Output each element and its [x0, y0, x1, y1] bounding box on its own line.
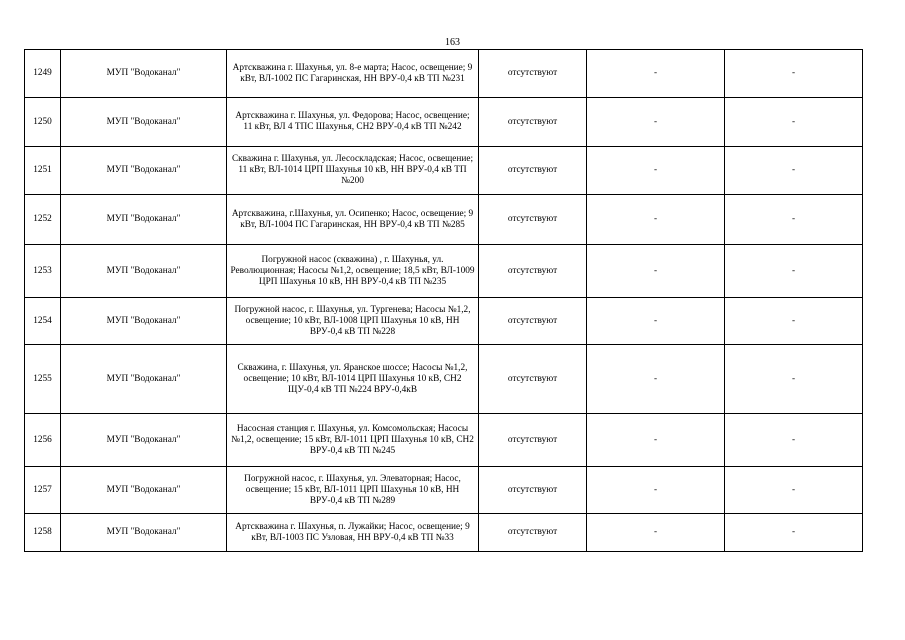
- table-row: [25, 50, 863, 98]
- table-row: [25, 345, 863, 414]
- cell-object: Погружной насос, г. Шахунья, ул. Элеваторная; Насос, освещение; 15 кВт, ВЛ-1011 ЦРП Шахунья 10 кВ, НН ВРУ-0,4 кВ ТП №289: [227, 467, 479, 514]
- cell-column-5: -: [587, 414, 725, 467]
- cell-column-6: -: [725, 147, 863, 195]
- cell-column-6: -: [725, 514, 863, 552]
- cell-status: отсутствуют: [479, 467, 587, 514]
- cell-column-6: -: [725, 245, 863, 298]
- cell-status: отсутствуют: [479, 147, 587, 195]
- cell-object: Артскважина г. Шахунья, ул. Федорова; Насос, освещение; 11 кВт, ВЛ 4 ТПС Шахунья, СН2 ВРУ-0,4 кВ ТП №242: [227, 98, 479, 147]
- cell-column-5: -: [587, 245, 725, 298]
- cell-column-6: -: [725, 467, 863, 514]
- cell-column-5: -: [587, 147, 725, 195]
- cell-number: 1252: [25, 195, 61, 245]
- cell-status: отсутствуют: [479, 245, 587, 298]
- cell-organization: МУП "Водоканал": [61, 245, 227, 298]
- cell-number: 1255: [25, 345, 61, 414]
- cell-number: 1258: [25, 514, 61, 552]
- cell-column-6: -: [725, 414, 863, 467]
- registry-table: [24, 49, 863, 552]
- cell-status: отсутствуют: [479, 195, 587, 245]
- cell-number: 1251: [25, 147, 61, 195]
- cell-status: отсутствуют: [479, 50, 587, 98]
- cell-number: 1249: [25, 50, 61, 98]
- table-row: [25, 245, 863, 298]
- cell-object: Скважина г. Шахунья, ул. Лесоскладская; Насос, освещение; 11 кВт, ВЛ-1014 ЦРП Шахунья 10 кВ, НН ВРУ-0,4 кВ ТП №200: [227, 147, 479, 195]
- cell-object: Скважина, г. Шахунья, ул. Яранское шоссе; Насосы №1,2, освещение; 10 кВт, ВЛ-1014 ЦРП Шахунья 10 кВ, СН2 ЩУ-0,4 кВ ТП №224 ВРУ-0,4кВ: [227, 345, 479, 414]
- cell-number: 1256: [25, 414, 61, 467]
- cell-organization: МУП "Водоканал": [61, 195, 227, 245]
- cell-organization: МУП "Водоканал": [61, 147, 227, 195]
- cell-status: отсутствуют: [479, 345, 587, 414]
- cell-organization: МУП "Водоканал": [61, 98, 227, 147]
- cell-organization: МУП "Водоканал": [61, 50, 227, 98]
- cell-organization: МУП "Водоканал": [61, 414, 227, 467]
- cell-column-6: -: [725, 98, 863, 147]
- table-row: [25, 414, 863, 467]
- cell-object: Погружной насос (скважина) , г. Шахунья, ул. Революционная; Насосы №1,2, освещение; 18,5 кВт, ВЛ-1009 ЦРП Шахунья 10 кВ, НН ВРУ-0,4 кВ ТП №235: [227, 245, 479, 298]
- cell-column-5: -: [587, 98, 725, 147]
- cell-column-5: -: [587, 514, 725, 552]
- cell-column-6: -: [725, 50, 863, 98]
- cell-object: Артскважина г. Шахунья, п. Лужайки; Насос, освещение; 9 кВт, ВЛ-1003 ПС Узловая, НН ВРУ-0,4 кВ ТП №33: [227, 514, 479, 552]
- cell-column-6: -: [725, 195, 863, 245]
- cell-column-5: -: [587, 298, 725, 345]
- cell-column-5: -: [587, 50, 725, 98]
- cell-object: Артскважина, г.Шахунья, ул. Осипенко; Насос, освещение; 9 кВт, ВЛ-1004 ПС Гагаринская, НН ВРУ-0,4 кВ ТП №285: [227, 195, 479, 245]
- table-row: [25, 467, 863, 514]
- cell-number: 1253: [25, 245, 61, 298]
- cell-column-5: -: [587, 345, 725, 414]
- cell-number: 1254: [25, 298, 61, 345]
- page-number: 163: [445, 37, 460, 48]
- table-row: [25, 195, 863, 245]
- cell-organization: МУП "Водоканал": [61, 298, 227, 345]
- cell-column-6: -: [725, 345, 863, 414]
- cell-object: Насосная станция г. Шахунья, ул. Комсомольская; Насосы №1,2, освещение; 15 кВт, ВЛ-1011 ЦРП Шахунья 10 кВ, СН2 ВРУ-0,4 кВ ТП №245: [227, 414, 479, 467]
- cell-organization: МУП "Водоканал": [61, 345, 227, 414]
- cell-status: отсутствуют: [479, 98, 587, 147]
- cell-organization: МУП "Водоканал": [61, 514, 227, 552]
- cell-status: отсутствуют: [479, 298, 587, 345]
- table-row: [25, 514, 863, 552]
- cell-organization: МУП "Водоканал": [61, 467, 227, 514]
- cell-status: отсутствуют: [479, 414, 587, 467]
- cell-number: 1257: [25, 467, 61, 514]
- cell-object: Погружной насос, г. Шахунья, ул. Тургенева; Насосы №1,2, освещение; 10 кВт, ВЛ-1008 ЦРП Шахунья 10 кВ, НН ВРУ-0,4 кВ ТП №228: [227, 298, 479, 345]
- cell-column-5: -: [587, 467, 725, 514]
- cell-object: Артскважина г. Шахунья, ул. 8-е марта; Насос, освещение; 9 кВт, ВЛ-1002 ПС Гагаринская, НН ВРУ-0,4 кВ ТП №231: [227, 50, 479, 98]
- table-row: [25, 98, 863, 147]
- cell-column-5: -: [587, 195, 725, 245]
- table-row: [25, 147, 863, 195]
- table-row: [25, 298, 863, 345]
- cell-column-6: -: [725, 298, 863, 345]
- cell-status: отсутствуют: [479, 514, 587, 552]
- cell-number: 1250: [25, 98, 61, 147]
